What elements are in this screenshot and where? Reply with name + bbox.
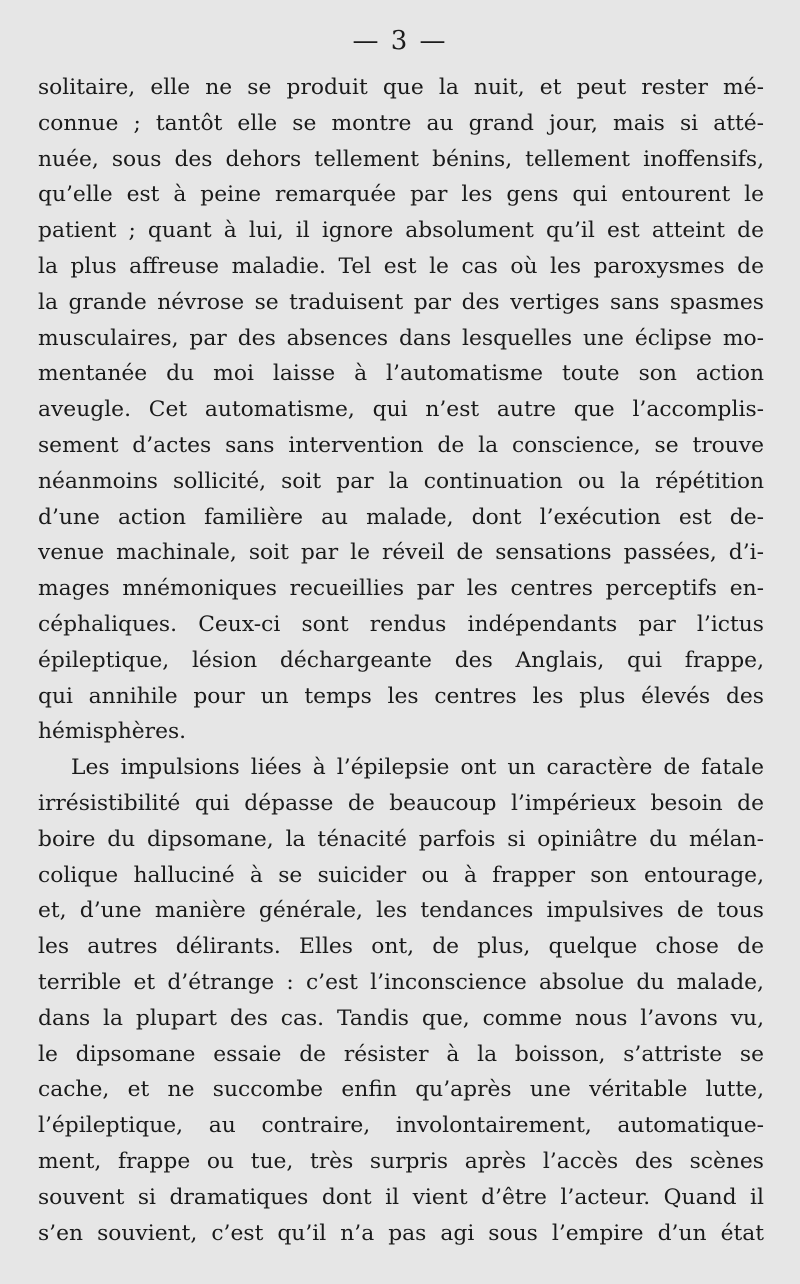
text-line: céphaliques. Ceux-ci sont rendus indépendants par l’ictus: [38, 611, 764, 637]
text-line: la grande névrose se traduisent par des vertiges sans spasmes: [38, 289, 764, 315]
text-line: aveugle. Cet automatisme, qui n’est autre que l’accomplis-: [38, 397, 764, 423]
text-line: la plus affreuse maladie. Tel est le cas où les paroxysmes de: [38, 253, 764, 279]
text-line: venue machinale, soit par le réveil de sensations passées, d’i-: [38, 540, 764, 566]
text-line: nuée, sous des dehors tellement bénins, tellement inoffensifs,: [38, 146, 764, 172]
page-number: — 3 —: [352, 26, 448, 56]
paragraph-2: [38, 750, 764, 1251]
text-line: patient ; quant à lui, il ignore absolument qu’il est atteint de: [38, 218, 764, 244]
text-line: musculaires, par des absences dans lesquelles une éclipse mo-: [38, 325, 764, 351]
paragraph-1: [38, 70, 764, 750]
text-line: mages mnémoniques recueillies par les centres perceptifs en-: [38, 576, 764, 602]
text-line: néanmoins sollicité, soit par la continuation ou la répétition: [38, 468, 764, 494]
text-line: sement d’actes sans intervention de la conscience, se trouve: [38, 432, 764, 458]
text-line: qu’elle est à peine remarquée par les gens qui entourent le: [38, 182, 764, 208]
text-line: hémisphères.: [38, 719, 187, 745]
text-line: dans la plupart des cas. Tandis que, comme nous l’avons vu,: [38, 1005, 764, 1031]
text-line: solitaire, elle ne se produit que la nuit, et peut rester mé-: [38, 75, 764, 100]
text-line: les autres délirants. Elles ont, de plus, quelque chose de: [38, 934, 764, 960]
text-line: s’en souvient, c’est qu’il n’a pas agi sous l’empire d’un état: [38, 1220, 764, 1246]
text-line: et, d’une manière générale, les tendances impulsives de tous: [38, 898, 764, 924]
text-line: cache, et ne succombe enfin qu’après une véritable lutte,: [38, 1077, 764, 1103]
text-line: irrésistibilité qui dépasse de beaucoup l’impérieux besoin de: [38, 790, 764, 816]
text-line: Les impulsions liées à l’épilepsie ont un caractère de fatale: [71, 755, 764, 781]
body-text: [38, 70, 764, 1251]
text-line: mentanée du moi laisse à l’automatisme toute son action: [38, 361, 764, 387]
text-line: ment, frappe ou tue, très surpris après l’accès des scènes: [38, 1148, 764, 1174]
text-line: l’épileptique, au contraire, involontairement, automatique-: [38, 1113, 764, 1139]
text-line: le dipsomane essaie de résister à la boisson, s’attriste se: [38, 1041, 764, 1067]
text-line: terrible et d’étrange : c’est l’inconscience absolue du malade,: [38, 969, 764, 995]
text-line: épileptique, lésion déchargeante des Anglais, qui frappe,: [38, 647, 764, 673]
text-line: d’une action familière au malade, dont l’exécution est de-: [38, 504, 764, 530]
text-line: connue ; tantôt elle se montre au grand jour, mais si atté-: [38, 110, 764, 136]
text-line: colique halluciné à se suicider ou à frapper son entourage,: [38, 862, 764, 888]
text-line: souvent si dramatiques dont il vient d’être l’acteur. Quand il: [38, 1184, 764, 1210]
text-line: qui annihile pour un temps les centres les plus élevés des: [38, 683, 764, 709]
text-line: boire du dipsomane, la ténacité parfois si opiniâtre du mélan-: [38, 826, 764, 852]
